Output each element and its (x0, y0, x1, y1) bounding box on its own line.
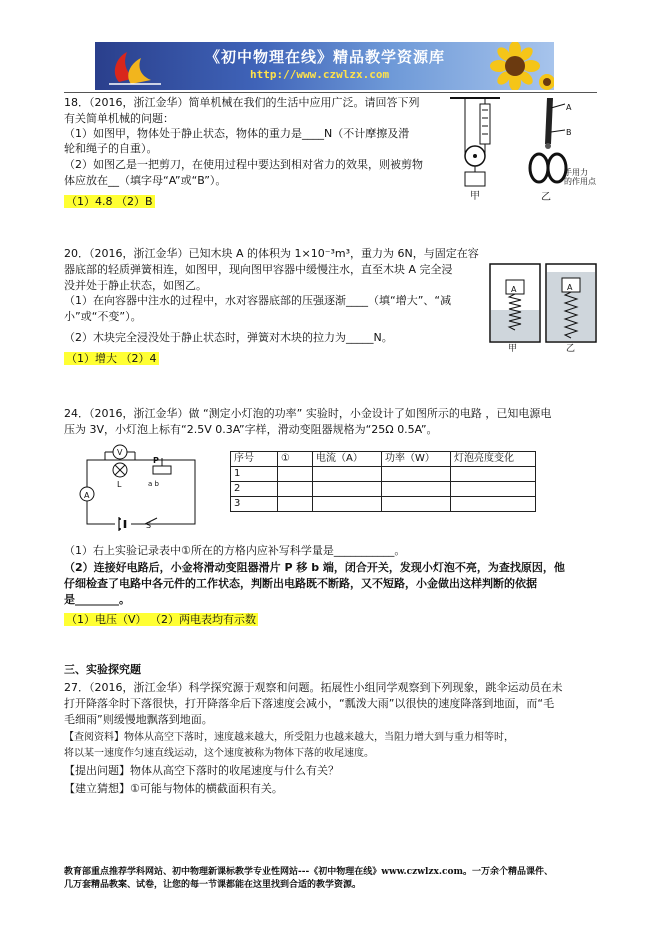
q20-answer (64, 352, 159, 366)
q24-line-3: （1）右上实验记录表中①所在的方格内应补写科学量是___________。 (64, 544, 406, 557)
table-row (231, 497, 536, 512)
footer-line-2: 几万套精品教案、试卷，让您的每一节课都能在这里找到合适的教学资源。 (64, 880, 362, 890)
fig20-yi-label: 乙 (566, 344, 576, 354)
q20-answer-text: （1）增大 （2）4 (66, 352, 157, 365)
q27-line-7: 【建立猜想】①可能与物体的横截面积有关。 (64, 782, 283, 795)
scissors-label-b: B (566, 128, 572, 137)
q27-line-3: 毛细雨”则缓慢地飘落到地面。 (64, 713, 213, 726)
table-cell: 3 (231, 497, 278, 512)
q27-line-4: 【查阅资料】物体从高空下落时，速度越来越大，所受阻力也越来越大，当阻力增大到与重力相等时， (64, 732, 514, 743)
record-table (230, 451, 536, 512)
q20-line-3: 没并处于静止状态，如图乙。 (64, 279, 207, 292)
q24-answer (64, 613, 258, 627)
switch-s-label: S (146, 521, 152, 530)
fig-yi-label: 乙 (541, 192, 551, 203)
hand-force-label-1: 手用力 (564, 168, 588, 177)
table-row (231, 467, 536, 482)
page-footer (64, 866, 604, 892)
q18-line-5: （2）如图乙是一把剪刀，在使用过程中要达到相对省力的效果，则被剪物 (64, 158, 423, 171)
table-header-cell: 序号 (231, 452, 278, 467)
logo-icon (101, 44, 181, 88)
q18-line-1: 18．（2016，浙江金华）简单机械在我们的生活中应用广泛。请回答下列 (64, 96, 420, 109)
q18-answer-text: （1）4.8 （2）B (66, 195, 153, 208)
q24-line-2: 压为 3V，小灯泡上标有“2.5V 0.3A”字样，滑动变阻器规格为“25Ω 0.5A”。 (64, 423, 438, 436)
q18-line-4: 轮和绳子的自重）。 (64, 142, 158, 155)
header-divider (64, 92, 597, 93)
q18-line-2: 有关简单机械的问题： (64, 112, 174, 125)
q27-line-6: 【提出问题】物体从高空下落时的收尾速度与什么有关？ (64, 764, 339, 777)
circuit-diagram (75, 440, 215, 535)
table-row (231, 482, 536, 497)
table-header-cell: 灯泡亮度变化 (451, 452, 536, 467)
fig20-jia-label: 甲 (508, 344, 518, 354)
q18-line-6: 体应放在__（填字母“A”或“B”）。 (64, 174, 227, 187)
sunflower-icon (475, 42, 554, 90)
header-banner (95, 42, 554, 90)
banner-title: 《初中物理在线》精品教学资源库 (205, 48, 446, 66)
ammeter-label: A (84, 491, 90, 500)
rheostat-ab-label: a b (148, 480, 159, 488)
block-a-label-2: A (567, 283, 573, 292)
banner-url[interactable]: http://www.czwlzx.com (250, 68, 390, 81)
table-header-cell: ① (278, 452, 313, 467)
q18-line-3: （1）如图甲，物体处于静止状态，物体的重力是____N（不计摩擦及滑 (64, 127, 410, 140)
fig-jia-label: 甲 (470, 191, 480, 202)
q24-line-1: 24．（2016，浙江金华）做 “测定小灯泡的功率” 实验时，小金设计了如图所示的电路 ，已知电源电 (64, 407, 552, 420)
q24-answer-text: （1）电压（V） （2）两电表均有示数 (66, 613, 257, 626)
q27-line-2: 打开降落伞时下落很快，打开降落伞后下落速度会减小，“瓢泼大雨”以很快的速度降落到地面，而“毛 (64, 697, 555, 710)
q24-line-5: 仔细检查了电路中各元件的工作状态，判断出电路既不断路，又不短路，小金做出这样判断的依据 (64, 577, 537, 590)
q20-line-6: （2）木块完全浸没处于静止状态时，弹簧对木块的拉力为_____N。 (64, 331, 393, 344)
block-a-label-1: A (511, 285, 517, 294)
q20-line-1: 20．（2016，浙江金华）已知木块 A 的体积为 1×10⁻³m³，重力为 6N，与固定在容 (64, 247, 479, 260)
q27-line-5: 将以某一速度作匀速直线运动，这个速度被称为物体下落的收尾速度。 (64, 748, 374, 759)
voltmeter-label: V (117, 448, 123, 457)
q24-line-4: （2）连接好电路后，小金将滑动变阻器滑片 P 移 b 端，闭合开关，发现小灯泡不亮，为查找原因，他 (64, 561, 565, 574)
spring-container-figure (488, 262, 598, 348)
lamp-l-label: L (117, 480, 122, 489)
pulley-figure (445, 94, 505, 204)
q24-line-6: 是________。 (64, 593, 130, 606)
q27-line-1: 27．（2016，浙江金华）科学探究源于观察和问题。拓展性小组同学观察到下列现象，跳伞运动员在未 (64, 681, 563, 694)
hand-force-label-2: 的作用点 (564, 177, 596, 186)
table-cell: 1 (231, 467, 278, 482)
table-cell: 2 (231, 482, 278, 497)
q18-answer (64, 195, 155, 209)
slider-p-label: P (153, 456, 159, 465)
table-header-row (231, 452, 536, 467)
footer-line-1: 教育部重点推荐学科网站、初中物理新课标教学专业性网站---《初中物理在线》www.czwlzx.com。一万余个精品课件、 (64, 867, 554, 877)
table-header-cell: 功率（W） (382, 452, 451, 467)
scissors-label-a: A (566, 103, 572, 112)
q20-line-5: 小”或“不变”）。 (64, 310, 142, 323)
q20-line-2: 器底部的轻质弹簧相连，如图甲，现向图甲容器中缓慢注水，直至木块 A 完全浸 (64, 263, 453, 276)
table-header-cell: 电流（A） (313, 452, 382, 467)
section-3-title: 三、实验探究题 (64, 663, 141, 676)
q20-line-4: （1）在向容器中注水的过程中，水对容器底部的压强逐渐____（填“增大”、“减 (64, 294, 452, 307)
